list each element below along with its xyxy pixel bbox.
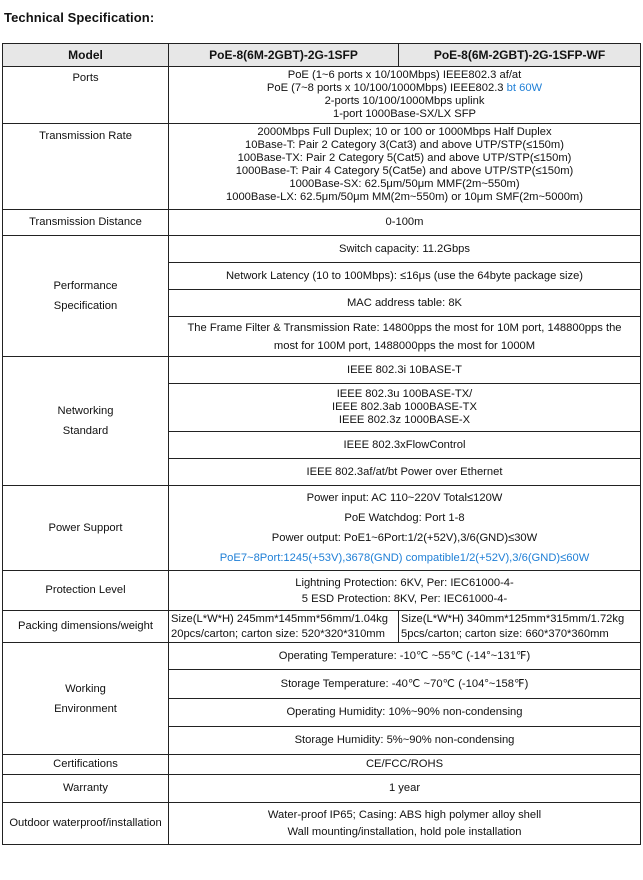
packing-label: Packing dimensions/weight [3, 611, 169, 643]
distance-row [3, 210, 641, 236]
frame-filter-line-2: most for 100M port, 1488000pps the most for 1000M [273, 339, 536, 352]
outdoor-line-2: Wall mounting/installation, hold pole installation [287, 825, 522, 838]
performance-frame-filter [169, 317, 641, 357]
networking-label-line-1: Networking [57, 405, 114, 417]
packing-col2-size: Size(L*W*H) 340mm*125mm*315mm/1.72kg [401, 612, 625, 625]
rate-label: Transmission Rate [3, 124, 169, 210]
ports-line-2-text: PoE (7~8 ports x 10/100/1000Mbps) IEEE802.3 [266, 82, 507, 94]
rate-line-4: 1000Base-T: Pair 4 Category 5(Cat5e) and above UTP/STP(≤150m) [235, 165, 574, 177]
power-poe78: PoE7~8Port:1245(+53V),3678(GND) compatible1/2(+52V),3/6(GND)≤60W [219, 552, 590, 564]
ports-line-3: 2-ports 10/100/1000Mbps uplink [324, 95, 485, 107]
environment-row-1 [3, 643, 641, 670]
warranty-row [3, 775, 641, 803]
performance-mac: MAC address table: 8K [169, 290, 641, 317]
environment-label [3, 643, 169, 755]
protection-esd: 5 ESD Protection: 8KV, Per: IEC61000-4- [301, 592, 508, 605]
performance-label-line-1: Performance [53, 280, 118, 292]
environment-label-line-1: Working [65, 682, 106, 695]
performance-row-1 [3, 236, 641, 263]
certifications-value: CE/FCC/ROHS [169, 755, 641, 775]
ports-row [3, 67, 641, 124]
power-watchdog: PoE Watchdog: Port 1-8 [344, 512, 465, 524]
ports-bt-highlight: bt 60W [506, 82, 543, 94]
environment-storage-temp: Storage Temperature: -40℃ ~70℃ (-104°~158℉) [169, 670, 641, 699]
networking-label [3, 357, 169, 486]
header-col2: PoE-8(6M-2GBT)-2G-1SFP-WF [399, 44, 641, 67]
certifications-label: Certifications [3, 755, 169, 775]
certifications-row [3, 755, 641, 775]
distance-value: 0-100m [169, 210, 641, 236]
power-label: Power Support [3, 486, 169, 571]
ports-value [169, 67, 641, 124]
networking-row-1 [3, 357, 641, 384]
packing-col1 [169, 611, 399, 643]
environment-storage-humidity: Storage Humidity: 5%~90% non-condensing [169, 727, 641, 755]
environment-operating-temp: Operating Temperature: -10℃ ~55℃ (-14°~131℉) [169, 643, 641, 670]
power-output: Power output: PoE1~6Port:1/2(+52V),3/6(GND)≤30W [271, 532, 538, 544]
performance-capacity: Switch capacity: 11.2Gbps [169, 236, 641, 263]
packing-col1-carton: 20pcs/carton; carton size: 520*320*310mm [171, 627, 385, 640]
protection-row [3, 571, 641, 611]
header-row [3, 44, 641, 67]
performance-label-line-2: Specification [53, 300, 118, 312]
header-col1: PoE-8(6M-2GBT)-2G-1SFP [169, 44, 399, 67]
outdoor-line-1: Water-proof IP65; Casing: ABS high polymer alloy shell [267, 808, 542, 821]
distance-label: Transmission Distance [3, 210, 169, 236]
rate-line-5: 1000Base-SX: 62.5μm/50μm MMF(2m~550m) [289, 178, 520, 190]
page-title: Technical Specification: [4, 10, 155, 25]
networking-100base [169, 384, 641, 432]
power-row [3, 486, 641, 571]
performance-label [3, 236, 169, 357]
ports-line-4: 1-port 1000Base-SX/LX SFP [332, 108, 477, 120]
environment-operating-humidity: Operating Humidity: 10%~90% non-condensing [169, 699, 641, 727]
networking-label-line-2: Standard [62, 425, 109, 437]
header-model: Model [3, 44, 169, 67]
performance-latency: Network Latency (10 to 100Mbps): ≤16μs (use the 64byte package size) [169, 263, 641, 290]
outdoor-row [3, 803, 641, 845]
packing-col1-size: Size(L*W*H) 245mm*145mm*56mm/1.04kg [171, 612, 388, 625]
protection-label: Protection Level [3, 571, 169, 611]
outdoor-label: Outdoor waterproof/installation [3, 803, 169, 845]
networking-line-z: IEEE 802.3z 1000BASE-X [338, 414, 471, 426]
warranty-value: 1 year [169, 775, 641, 803]
rate-line-1: 2000Mbps Full Duplex; 10 or 100 or 1000Mbps Half Duplex [257, 126, 552, 138]
networking-10base: IEEE 802.3i 10BASE-T [169, 357, 641, 384]
networking-line-u: IEEE 802.3u 100BASE-TX/ [336, 388, 473, 400]
rate-line-6: 1000Base-LX: 62.5μm/50μm MM(2m~550m) or 10μm SMF(2m~5000m) [226, 191, 583, 203]
warranty-label: Warranty [3, 775, 169, 803]
ports-line-1: PoE (1~6 ports x 10/100Mbps) IEEE802.3 af/at [287, 69, 522, 81]
rate-row [3, 124, 641, 210]
rate-line-2: 10Base-T: Pair 2 Category 3(Cat3) and above UTP/STP(≤150m) [245, 139, 564, 151]
networking-poe: IEEE 802.3af/at/bt Power over Ethernet [169, 459, 641, 486]
packing-col2-carton: 5pcs/carton; carton size: 660*370*360mm [401, 627, 609, 640]
ports-label: Ports [3, 67, 169, 124]
power-input: Power input: AC 110~220V Total≤120W [306, 492, 503, 504]
packing-row [3, 611, 641, 643]
rate-line-3: 100Base-TX: Pair 2 Category 5(Cat5) and above UTP/STP(≤150m) [237, 152, 572, 164]
frame-filter-line-1: The Frame Filter & Transmission Rate: 14800pps the most for 10M port, 148800pps the [187, 321, 622, 334]
networking-flowcontrol: IEEE 802.3xFlowControl [169, 432, 641, 459]
spec-table [2, 43, 641, 845]
environment-label-line-2: Environment [54, 702, 117, 715]
ports-line-2 [171, 82, 638, 95]
outdoor-value [169, 803, 641, 845]
packing-col2 [399, 611, 641, 643]
protection-lightning: Lightning Protection: 6KV, Per: IEC61000-4- [295, 576, 514, 589]
power-value [169, 486, 641, 571]
protection-value [169, 571, 641, 611]
networking-line-ab: IEEE 802.3ab 1000BASE-TX [332, 401, 477, 413]
rate-value [169, 124, 641, 210]
